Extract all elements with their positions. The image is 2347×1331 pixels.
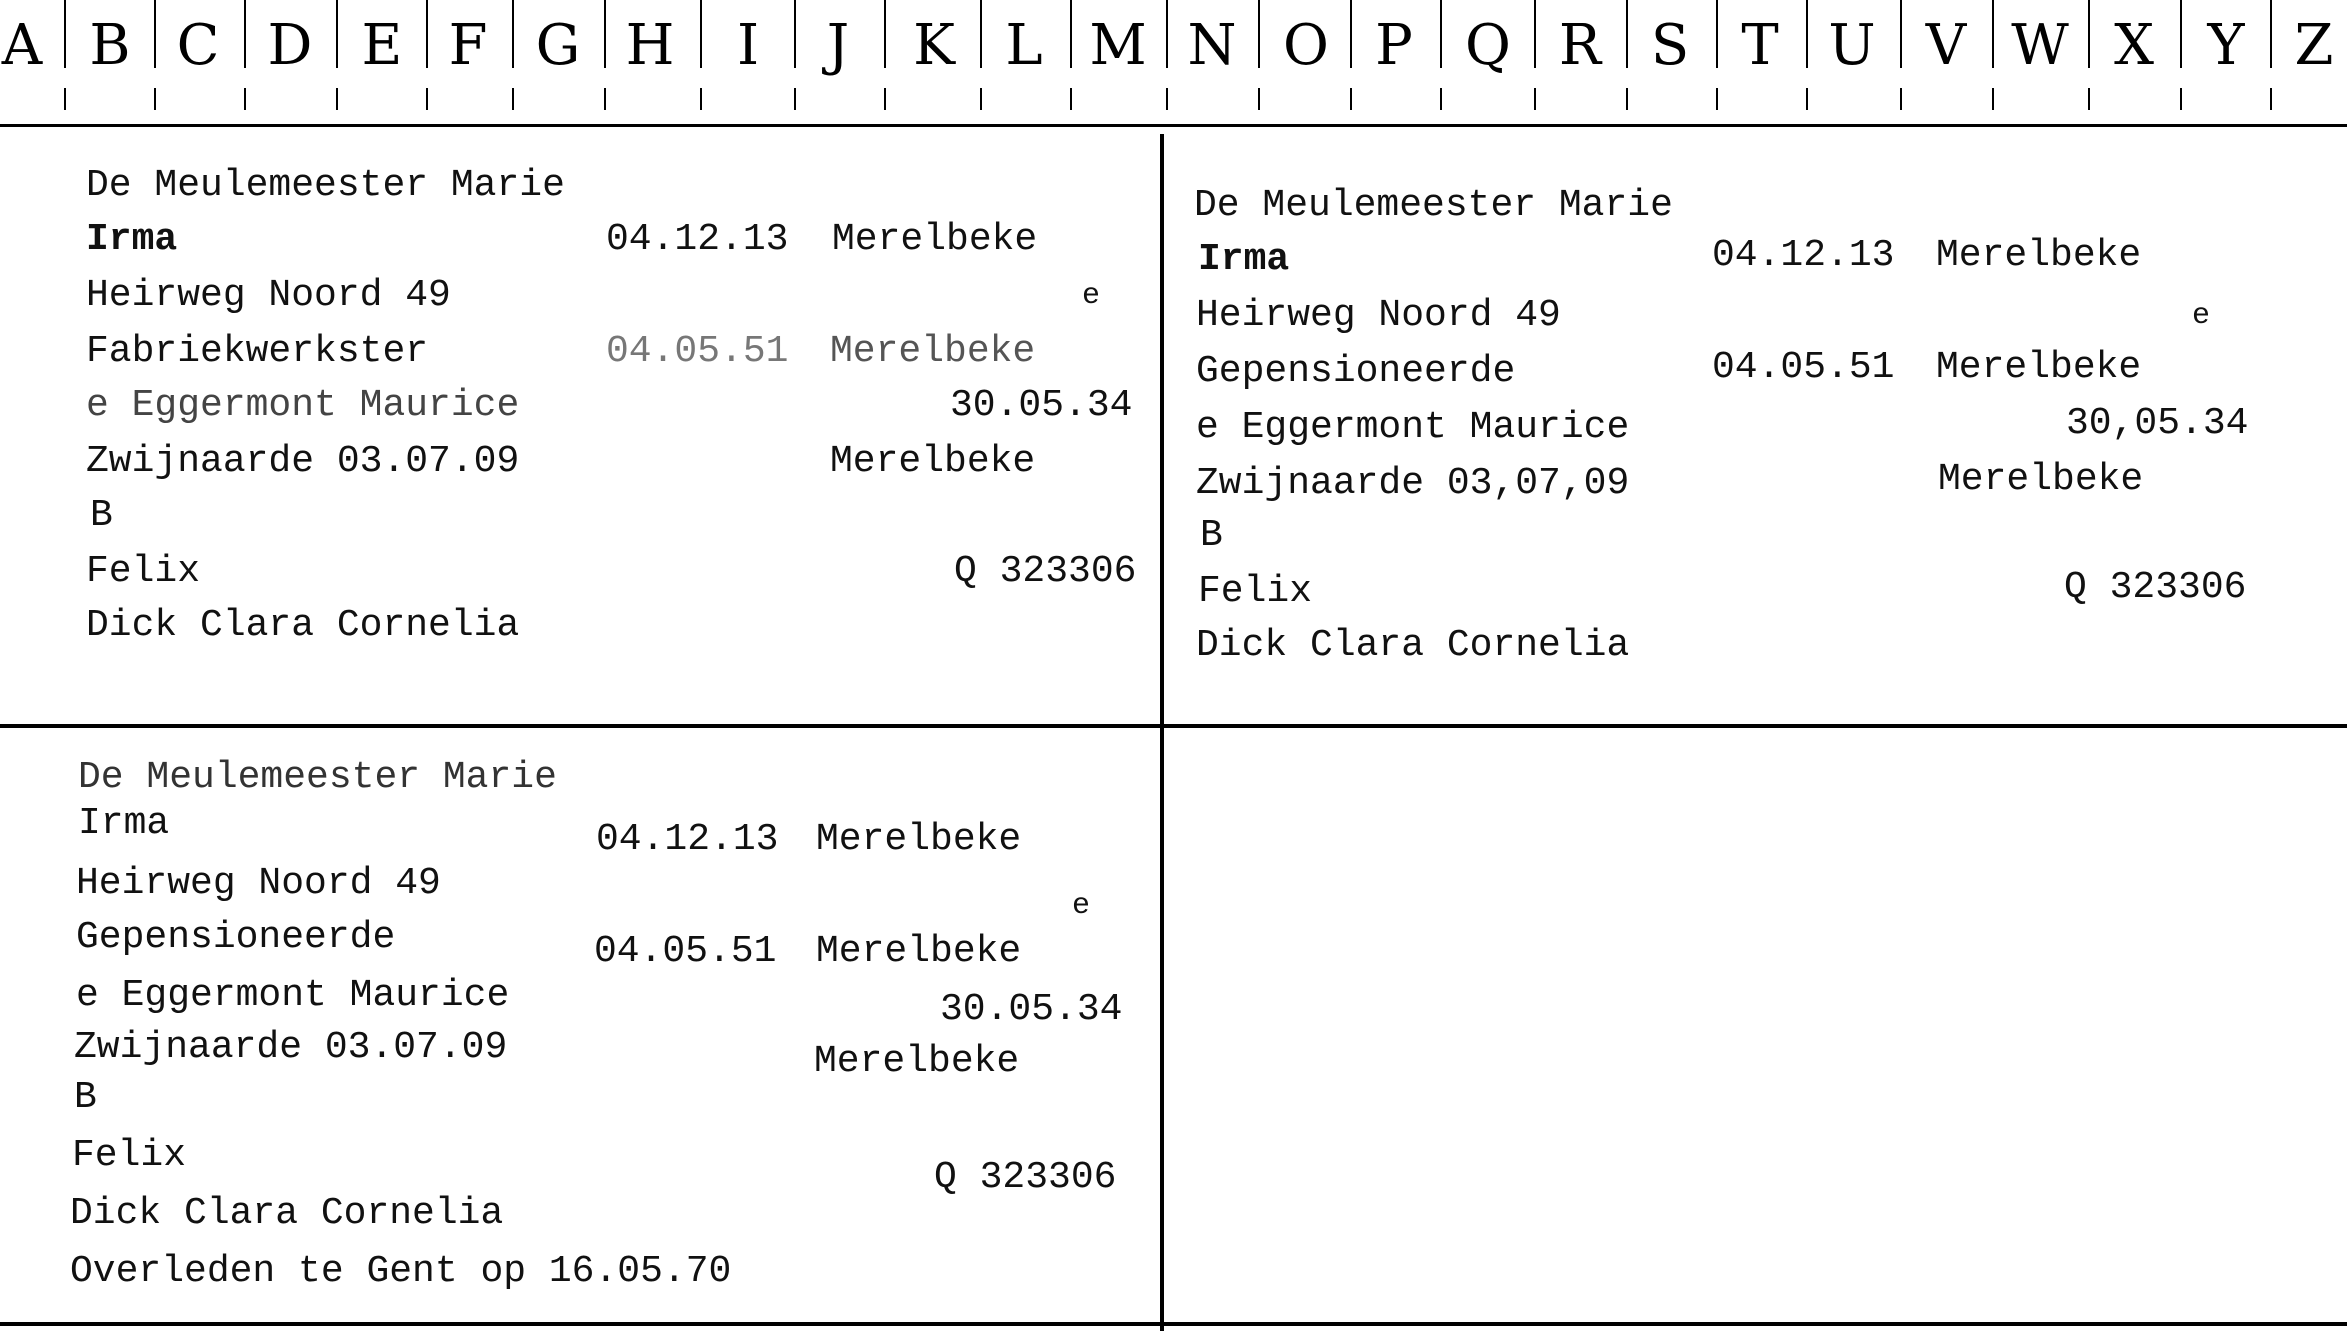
empty-card-area xyxy=(1164,728,2347,1322)
mother: Dick Clara Cornelia xyxy=(86,604,520,647)
index-separator xyxy=(2180,0,2182,68)
index-separator xyxy=(426,0,428,68)
index-separator xyxy=(1070,0,1072,68)
index-separator xyxy=(980,0,982,68)
name-line-2: Irma xyxy=(1198,238,1290,281)
spouse: e Eggermont Maurice xyxy=(1196,406,1630,449)
code-letter: B xyxy=(1200,514,1223,557)
father: Felix xyxy=(86,550,201,593)
index-letter: B xyxy=(89,13,131,78)
index-separator xyxy=(794,0,796,68)
occupation: Fabriekwerkster xyxy=(86,330,429,373)
index-letter: K xyxy=(913,13,955,78)
index-letter: R xyxy=(1558,13,1602,78)
index-tick xyxy=(1534,88,1536,110)
birth-place: Merelbeke xyxy=(1936,234,2142,277)
index-separator xyxy=(2088,0,2090,68)
name-line-2: Irma xyxy=(78,802,170,845)
spouse-birth: Zwijnaarde 03.07.09 xyxy=(74,1026,508,1069)
index-letter: Q xyxy=(1465,13,1511,78)
spouse-birth: Zwijnaarde 03,07,09 xyxy=(1196,462,1630,505)
index-separator xyxy=(700,0,702,68)
mark: e xyxy=(1082,279,1101,313)
death-note: Overleden te Gent op 16.05.70 xyxy=(70,1250,732,1293)
index-separator xyxy=(1716,0,1718,68)
date-2: 04.05.51 xyxy=(594,930,777,973)
index-separator xyxy=(336,0,338,68)
index-letter: O xyxy=(1283,13,1329,78)
index-tick xyxy=(1626,88,1628,110)
marriage-date: 30.05.34 xyxy=(940,988,1123,1031)
occupation: Gepensioneerde xyxy=(1196,350,1516,393)
index-letter: D xyxy=(267,13,313,78)
index-separator xyxy=(1166,0,1168,68)
marriage-place: Merelbeke xyxy=(1938,458,2144,501)
address: Heirweg Noord 49 xyxy=(86,274,451,317)
index-separator xyxy=(1992,0,1994,68)
index-letter: M xyxy=(1089,13,1147,78)
mark: e xyxy=(1072,889,1091,923)
index-tick xyxy=(426,88,428,110)
index-tick xyxy=(980,88,982,110)
index-separator xyxy=(1626,0,1628,68)
index-letter: H xyxy=(625,13,675,78)
index-separator xyxy=(154,0,156,68)
top-rule xyxy=(0,124,2347,127)
mark: e xyxy=(2192,299,2211,333)
index-tick xyxy=(794,88,796,110)
address: Heirweg Noord 49 xyxy=(1196,294,1561,337)
marriage-place: Merelbeke xyxy=(814,1040,1020,1083)
index-tick xyxy=(884,88,886,110)
marriage-date: 30.05.34 xyxy=(950,384,1133,427)
index-letter: J xyxy=(826,13,850,78)
reference-number: Q 323306 xyxy=(934,1156,1117,1199)
birth-date: 04.12.13 xyxy=(1712,234,1895,277)
spouse: e Eggermont Maurice xyxy=(76,974,510,1017)
index-letter: V xyxy=(1925,13,1967,78)
index-separator xyxy=(604,0,606,68)
index-tick xyxy=(1440,88,1442,110)
index-separator xyxy=(1350,0,1352,68)
index-tick xyxy=(1806,88,1808,110)
index-tick xyxy=(1716,88,1718,110)
index-tick xyxy=(1900,88,1902,110)
index-tick xyxy=(1258,88,1260,110)
alphabet-index-strip xyxy=(0,0,2347,118)
index-letter: T xyxy=(1741,13,1779,78)
index-separator xyxy=(244,0,246,68)
spouse-birth: Zwijnaarde 03.07.09 xyxy=(86,440,520,483)
index-tick xyxy=(512,88,514,110)
code-letter: B xyxy=(90,494,113,537)
index-letter: P xyxy=(1375,13,1413,78)
spouse: e Eggermont Maurice xyxy=(86,384,520,427)
index-letter: S xyxy=(1650,13,1690,78)
name-line-1: De Meulemeester Marie xyxy=(1194,184,1673,227)
index-letter: A xyxy=(1,13,43,78)
index-letter: N xyxy=(1187,13,1237,78)
index-letter: U xyxy=(1828,13,1876,78)
marriage-date: 30,05.34 xyxy=(2066,402,2249,445)
index-tick xyxy=(1070,88,1072,110)
reference-number: Q 323306 xyxy=(2064,566,2247,609)
birth-place: Merelbeke xyxy=(816,818,1022,861)
index-tick xyxy=(1350,88,1352,110)
mother: Dick Clara Cornelia xyxy=(70,1192,504,1235)
index-separator xyxy=(1534,0,1536,68)
place-2: Merelbeke xyxy=(1936,346,2142,389)
bottom-rule xyxy=(0,1322,2347,1326)
date-2: 04.05.51 xyxy=(1712,346,1895,389)
index-tick xyxy=(154,88,156,110)
index-tick xyxy=(2270,88,2272,110)
index-tick xyxy=(2180,88,2182,110)
name-line-1: De Meulemeester Marie xyxy=(78,756,557,799)
index-letter: L xyxy=(1005,13,1043,78)
index-separator xyxy=(2270,0,2272,68)
index-separator xyxy=(1440,0,1442,68)
index-separator xyxy=(64,0,66,68)
index-letter: F xyxy=(448,13,488,78)
index-separator xyxy=(1900,0,1902,68)
index-tick xyxy=(700,88,702,110)
place-2: Merelbeke xyxy=(816,930,1022,973)
index-letter: Z xyxy=(2294,13,2334,78)
code-letter: B xyxy=(74,1076,97,1119)
index-separator xyxy=(884,0,886,68)
address: Heirweg Noord 49 xyxy=(76,862,441,905)
index-letter: W xyxy=(2011,13,2069,78)
index-letter: E xyxy=(361,13,403,78)
index-tick xyxy=(1166,88,1168,110)
index-separator xyxy=(1806,0,1808,68)
index-letter: C xyxy=(176,13,220,78)
index-letter: X xyxy=(2114,13,2154,78)
father: Felix xyxy=(1198,570,1313,613)
index-tick xyxy=(64,88,66,110)
date-2: 04.05.51 xyxy=(606,330,789,373)
index-letter: I xyxy=(736,13,760,78)
mother: Dick Clara Cornelia xyxy=(1196,624,1630,667)
index-letter: G xyxy=(535,13,581,78)
index-separator xyxy=(512,0,514,68)
index-letter: Y xyxy=(2207,13,2245,78)
reference-number: Q 323306 xyxy=(954,550,1137,593)
birth-date: 04.12.13 xyxy=(606,218,789,261)
father: Felix xyxy=(72,1134,187,1177)
birth-place: Merelbeke xyxy=(832,218,1038,261)
index-tick xyxy=(336,88,338,110)
index-tick xyxy=(244,88,246,110)
index-tick xyxy=(2088,88,2090,110)
index-tick xyxy=(604,88,606,110)
name-line-2: Irma xyxy=(86,218,178,261)
occupation: Gepensioneerde xyxy=(76,916,396,959)
place-2: Merelbeke xyxy=(830,330,1036,373)
birth-date: 04.12.13 xyxy=(596,818,779,861)
index-tick xyxy=(1992,88,1994,110)
index-separator xyxy=(1258,0,1260,68)
marriage-place: Merelbeke xyxy=(830,440,1036,483)
name-line-1: De Meulemeester Marie xyxy=(86,164,565,207)
